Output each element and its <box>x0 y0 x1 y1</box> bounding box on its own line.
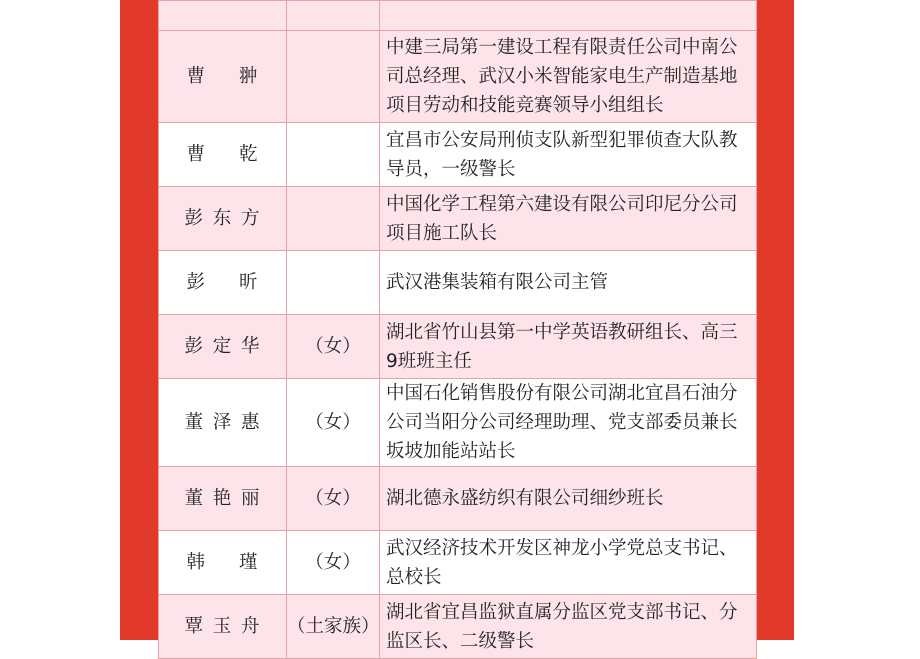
person-name <box>187 548 259 577</box>
gender-ethnicity-cell <box>287 251 380 315</box>
table-row <box>159 123 757 187</box>
gender-ethnicity-note: （女） <box>305 488 361 509</box>
name-char: 彭 <box>186 272 207 293</box>
title-line: 总校长 <box>386 566 442 588</box>
name-char: 覃 <box>184 616 205 637</box>
name-cell <box>159 315 287 379</box>
title-line: 9班班主任 <box>386 350 472 372</box>
name-char: 彭 <box>184 208 205 229</box>
title-line: 中建三局第一建设工程有限责任公司中南公 <box>386 37 738 58</box>
table-row <box>159 379 757 467</box>
honoree-table-container <box>158 0 756 652</box>
name-char: 董 <box>184 412 205 433</box>
title-line: 司总经理、武汉小米智能家电生产制造基地 <box>386 66 738 87</box>
gender-ethnicity-cell <box>287 531 380 595</box>
title-line: 监区长、二级警长 <box>386 630 535 652</box>
table-row <box>159 187 757 251</box>
table-row <box>159 315 757 379</box>
name-char: 艳 <box>212 488 233 509</box>
gender-ethnicity-note: （土家族） <box>287 616 380 637</box>
title-line: 中国化学工程第六建设有限公司印尼分公司 <box>386 193 738 215</box>
gender-ethnicity-cell <box>287 1 380 31</box>
person-name <box>187 62 259 91</box>
table-row <box>159 595 757 659</box>
name-cell <box>159 1 287 31</box>
gender-ethnicity-cell <box>287 467 380 531</box>
title-line: 湖北省竹山县第一中学英语教研组长、高三 <box>386 321 738 343</box>
title-line: 导员，一级警长 <box>386 158 516 180</box>
name-char: 惠 <box>240 412 261 433</box>
title-line: 湖北德永盛纺织有限公司细纱班长 <box>386 488 664 509</box>
title-cell <box>380 315 757 379</box>
table-row <box>159 1 757 31</box>
person-name <box>187 140 259 169</box>
name-cell <box>159 379 287 467</box>
name-char: 昕 <box>238 272 259 293</box>
gender-ethnicity-cell <box>287 379 380 467</box>
name-char: 韩 <box>186 552 207 573</box>
title-cell <box>380 123 757 187</box>
name-char: 方 <box>240 208 261 229</box>
title-line: 湖北省宜昌监狱直属分监区党支部书记、分 <box>386 601 738 623</box>
title-line: 项目施工队长 <box>386 222 498 244</box>
title-cell <box>380 467 757 531</box>
table-row <box>159 467 757 531</box>
title-cell <box>380 187 757 251</box>
person-name <box>185 408 261 437</box>
table-row <box>159 31 757 123</box>
title-cell <box>380 379 757 467</box>
title-cell <box>380 531 757 595</box>
title-line: 公司当阳分公司经理助理、党支部委员兼长 <box>386 412 738 433</box>
name-cell <box>159 31 287 123</box>
name-char: 曹 <box>186 66 207 87</box>
title-line: 中国石化销售股份有限公司湖北宜昌石油分 <box>386 383 738 404</box>
honoree-table <box>158 0 757 659</box>
name-cell <box>159 251 287 315</box>
title-line: 宜昌市公安局刑侦支队新型犯罪侦查大队教 <box>386 129 738 151</box>
gender-ethnicity-cell <box>287 187 380 251</box>
name-char: 乾 <box>238 144 259 165</box>
person-name <box>185 612 261 641</box>
name-cell <box>159 531 287 595</box>
name-char: 华 <box>240 336 261 357</box>
name-cell <box>159 467 287 531</box>
honoree-table-body <box>159 1 757 659</box>
title-line: 项目劳动和技能竞赛领导小组组长 <box>386 95 664 116</box>
table-row <box>159 531 757 595</box>
name-char: 丽 <box>240 488 261 509</box>
table-row <box>159 251 757 315</box>
name-char: 瑾 <box>238 552 259 573</box>
name-char: 舟 <box>240 616 261 637</box>
person-name <box>185 484 261 513</box>
name-cell <box>159 595 287 659</box>
gender-ethnicity-cell <box>287 595 380 659</box>
left-red-border <box>120 0 158 640</box>
name-char: 定 <box>212 336 233 357</box>
gender-ethnicity-cell <box>287 31 380 123</box>
name-cell <box>159 123 287 187</box>
person-name <box>185 332 261 361</box>
gender-ethnicity-cell <box>287 123 380 187</box>
title-line: 武汉经济技术开发区神龙小学党总支书记、 <box>386 537 738 559</box>
name-char: 东 <box>212 208 233 229</box>
gender-ethnicity-note: （女） <box>305 412 361 433</box>
name-char: 曹 <box>186 144 207 165</box>
name-char: 翀 <box>238 66 259 87</box>
title-cell <box>380 31 757 123</box>
gender-ethnicity-note: （女） <box>305 336 361 357</box>
person-name <box>185 204 261 233</box>
name-char: 玉 <box>212 616 233 637</box>
person-name <box>187 268 259 297</box>
title-line: 武汉港集装箱有限公司主管 <box>386 272 609 293</box>
title-cell <box>380 251 757 315</box>
name-cell <box>159 187 287 251</box>
name-char: 泽 <box>212 412 233 433</box>
right-red-border <box>756 0 794 640</box>
gender-ethnicity-note: （女） <box>305 552 361 573</box>
name-char: 董 <box>184 488 205 509</box>
title-line: 坂坡加能站站长 <box>386 441 516 462</box>
title-cell <box>380 595 757 659</box>
title-cell <box>380 1 757 31</box>
name-char: 彭 <box>184 336 205 357</box>
gender-ethnicity-cell <box>287 315 380 379</box>
